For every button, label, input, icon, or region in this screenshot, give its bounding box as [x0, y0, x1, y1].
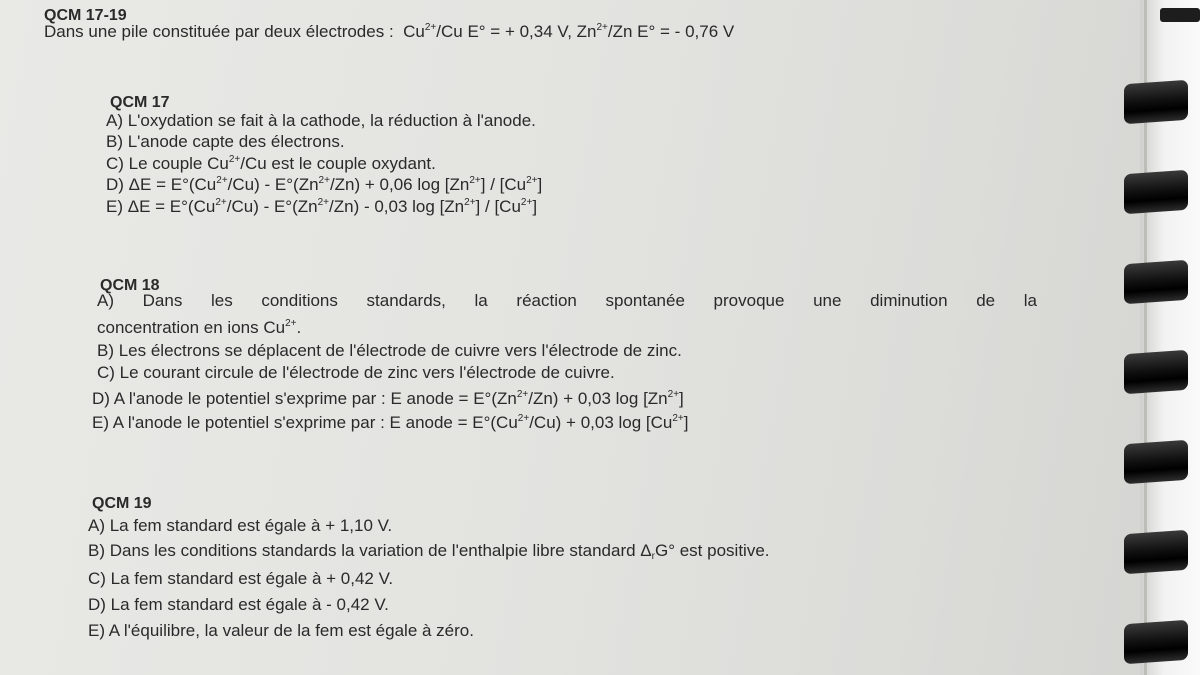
binding-coil-icon [1124, 350, 1188, 394]
qcm18-option-a-line2: concentration en ions $Cu^{2+}$. [97, 318, 302, 337]
binding-coil-icon [1124, 260, 1188, 304]
qcm19-option-d: D) La fem standard est égale à - 0,42 V. [88, 595, 389, 614]
qcm19-option-b: B) Dans les conditions standards la variation de l'enthalpie libre standard $\Delta_rG^\circ$ est positive. [88, 541, 770, 562]
binding-coil-icon [1124, 80, 1188, 124]
binding-coil-icon [1124, 530, 1188, 574]
binding-coil-icon [1124, 170, 1188, 214]
page-title: QCM 17-19 [44, 7, 127, 24]
intro-line: Dans une pile constituée par deux électrodes : $Cu^{2+}/Cu$ E° = + 0,34 V, $Zn^{2+}/Zn$ E° = - 0,76 V [44, 22, 735, 41]
qcm19-option-e: E) A l'équilibre, la valeur de la fem est égale à zéro. [88, 621, 474, 640]
qcm18-option-c: C) Le courant circule de l'électrode de zinc vers l'électrode de cuivre. [97, 363, 615, 382]
binding-coil-icon [1124, 620, 1188, 664]
binding-coil-icon [1124, 440, 1188, 484]
qcm19-heading: QCM 19 [92, 495, 152, 512]
qcm19-option-c: C) La fem standard est égale à + 0,42 V. [88, 569, 394, 588]
qcm18-option-d: D) A l'anode le potentiel s'exprime par : E anode = $E^\circ(Zn^{2+}/Zn) + 0,03$ $\log [Zn^{2+}]$ [92, 389, 684, 408]
qcm17-heading: QCM 17 [110, 94, 170, 111]
qcm17-option-e: E) $\Delta E = E^\circ(Cu^{2+}/Cu) - E^\circ(Zn^{2+}/Zn) - 0,03$ $\log [Zn^{2+}] / [Cu^{2+}]$ [106, 197, 538, 216]
qcm18-heading: QCM 18 [100, 277, 160, 294]
qcm18-option-a-line1: A) Dans les conditions standards, la réaction spontanée provoque une diminution de la [97, 291, 1037, 310]
qcm18-option-e: E) A l'anode le potentiel s'exprime par : E anode = $E^\circ(Cu^{2+}/Cu) + 0,03$ $\log [Cu^{2+}]$ [92, 413, 689, 432]
binding-coil-icon [1160, 8, 1200, 22]
qcm17-option-b: B) L'anode capte des électrons. [106, 132, 345, 151]
spiral-binding [1140, 0, 1200, 675]
qcm17-option-c: C) Le couple $Cu^{2+}/Cu$ est le couple oxydant. [106, 154, 436, 173]
qcm19-option-a: A) La fem standard est égale à + 1,10 V. [88, 516, 393, 535]
qcm18-option-b: B) Les électrons se déplacent de l'électrode de cuivre vers l'électrode de zinc. [97, 341, 682, 360]
qcm17-option-a: A) L'oxydation se fait à la cathode, la réduction à l'anode. [106, 111, 536, 130]
qcm17-option-d: D) $\Delta E = E^\circ(Cu^{2+}/Cu) - E^\circ(Zn^{2+}/Zn) + 0,06$ $\log [Zn^{2+}] / [Cu^{2+}]$ [106, 175, 543, 194]
